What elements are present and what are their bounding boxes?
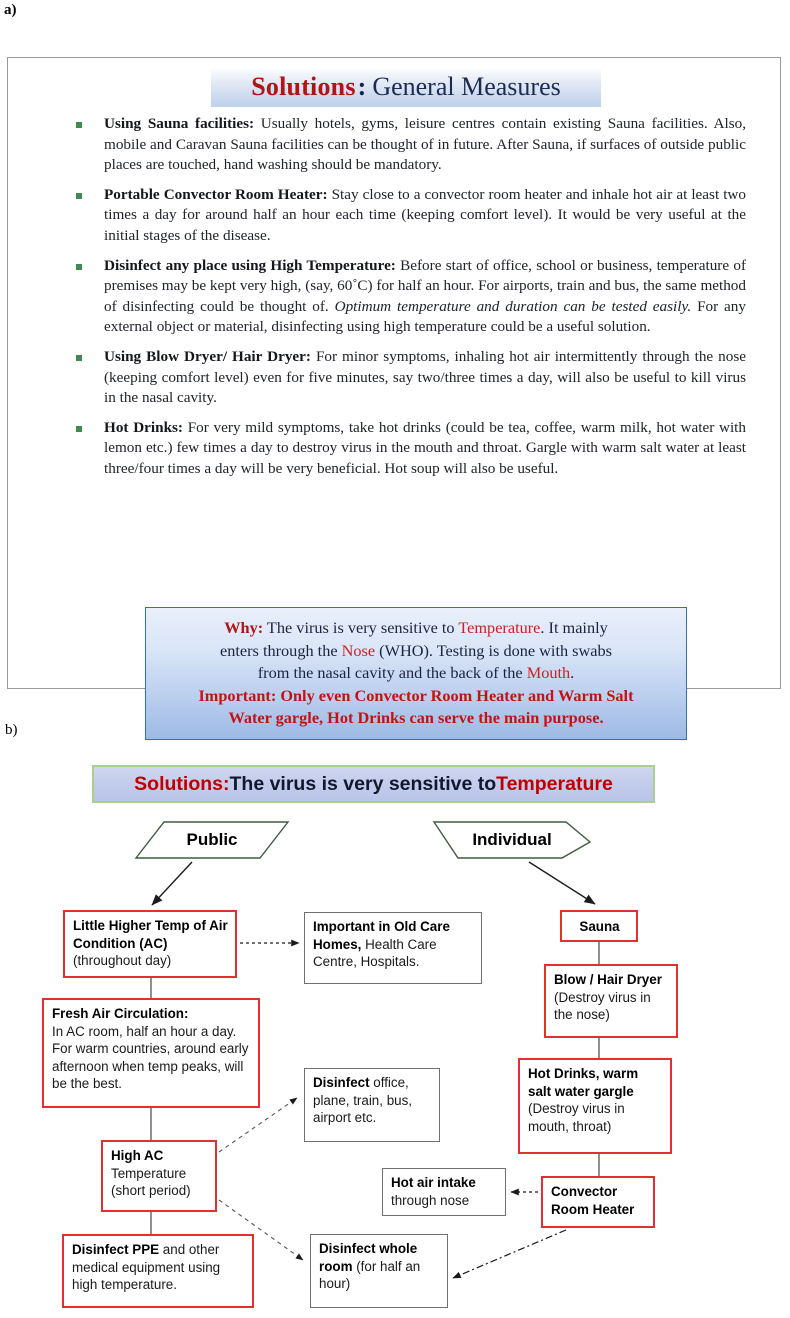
box-hot-air-body: through nose: [391, 1192, 470, 1208]
list-item-text: [104, 256, 746, 338]
banner-temperature-keyword: Temperature: [496, 772, 613, 795]
box-old-care-body: Health Care Centre, Hospitals.: [313, 936, 437, 970]
keyword-temperature: Temperature: [458, 618, 541, 638]
list-item-lead: Using Blow Dryer/ Hair Dryer:: [104, 347, 311, 365]
keyword-mouth: Mouth: [526, 663, 571, 683]
list-item-body: For very mild symptoms, take hot drinks (could be tea, coffee, warm milk, hot water with lemon etc.) few times a day to destroy virus in the mouth and throat. Gargle with warm salt water at least three/four times a day will be very beneficial. Hot soup will also be useful.: [104, 418, 746, 477]
important-line-1: Important: Only even Convector Room Heater and Warm Salt: [198, 685, 634, 705]
why-text-1b: . It mainly: [540, 618, 608, 638]
list-item-text: [104, 185, 746, 247]
bullet-square-icon: [76, 426, 82, 432]
list-item: [76, 185, 746, 247]
list-item-lead: Portable Convector Room Heater:: [104, 185, 328, 203]
list-item-lead: Hot Drinks:: [104, 418, 183, 436]
panel-b-label: b): [5, 722, 18, 738]
flow-shape-public[interactable]: [134, 820, 290, 860]
box-disinfect-office-body: office, plane, train, bus, airport etc.: [313, 1075, 413, 1126]
why-label: Why:: [224, 618, 264, 638]
box-hot-drinks-gargle[interactable]: [518, 1058, 672, 1154]
box-disinfect-whole-room[interactable]: [310, 1234, 448, 1308]
panel-b-diagram: [0, 700, 790, 1318]
box-disinfect-ppe[interactable]: [62, 1234, 254, 1308]
box-sauna-title: Sauna: [579, 918, 620, 934]
panel-a-frame: [7, 57, 781, 728]
box-disinfect-ppe-body: and other medical equipment using high temperature.: [72, 1242, 221, 1293]
box-sauna[interactable]: [560, 910, 638, 942]
list-item-body-2: For any external object or material, disinfecting using high temperature could be a useful solution.: [104, 297, 746, 336]
box-fresh-air-body: In AC room, half an hour a day. For warm countries, around early afternoon when temp peaks, will be the best.: [52, 1023, 249, 1092]
box-old-care-title: Important in Old Care Homes,: [313, 919, 450, 952]
why-text-1: The virus is very sensitive to: [263, 618, 459, 638]
list-item-text: [104, 114, 746, 176]
list-item-lead: Disinfect any place using High Temperature:: [104, 256, 396, 274]
list-item: [76, 418, 746, 480]
general-measures-list: [76, 114, 746, 489]
banner-middle-text: The virus is very sensitive to: [229, 772, 497, 795]
box-convector-room-heater[interactable]: [541, 1176, 655, 1228]
box-air-condition-note: (throughout day): [73, 953, 172, 969]
flow-shape-public-label: Public: [186, 830, 238, 849]
box-disinfect-office-title: Disinfect: [313, 1075, 370, 1090]
why-text-2b: (WHO). Testing is done with swabs: [375, 640, 612, 660]
why-text-3: from the nasal cavity and the back of the: [257, 663, 527, 683]
box-disinfect-room-body: (for half an hour): [319, 1258, 421, 1292]
list-item-body: Stay close to a convector room heater and inhale hot air at least two times a day for around half an hour each time (keeping comfort level). It would be very useful at the initial stages of the disease.: [104, 185, 746, 244]
why-text-3b: .: [570, 663, 575, 683]
box-high-ac-temperature[interactable]: [101, 1140, 217, 1212]
box-disinfect-ppe-title: Disinfect PPE: [72, 1242, 160, 1257]
box-hot-drinks-title: Hot Drinks, warm salt water gargle: [528, 1066, 639, 1099]
box-blow-hair-dryer[interactable]: [544, 964, 678, 1038]
title-main: Solutions: [251, 72, 356, 101]
list-item-emphasis: Optimum temperature and duration can be tested easily.: [334, 297, 692, 315]
box-convector-title: Convector Room Heater: [551, 1184, 635, 1217]
list-item-body: Before start of office, school or business, temperature of premises may be kept very high, (say, 60˚C) for half an hour. For airports, train and bus, the same method of disinfecting could be thought of.: [104, 256, 747, 315]
list-item: [76, 256, 746, 338]
title-subtitle: General Measures: [372, 72, 561, 101]
box-hot-air-title: Hot air intake: [391, 1175, 476, 1190]
box-hot-air-intake[interactable]: [382, 1168, 506, 1216]
flow-shape-individual[interactable]: [432, 820, 592, 860]
list-item-lead: Using Sauna facilities:: [104, 115, 255, 132]
keyword-nose: Nose: [341, 640, 376, 660]
why-text-2: enters through the: [220, 640, 342, 660]
why-line-1: [224, 617, 608, 640]
box-old-care-homes[interactable]: [304, 912, 482, 984]
why-line-2: [220, 640, 612, 663]
flow-shape-individual-label: Individual: [472, 830, 552, 849]
list-item-text: [104, 418, 746, 480]
panel-a-title-banner: [211, 67, 601, 107]
bullet-square-icon: [76, 122, 82, 128]
panel-a-label: a): [4, 2, 17, 18]
bullet-square-icon: [76, 193, 82, 199]
bullet-square-icon: [76, 355, 82, 361]
box-hot-drinks-body: (Destroy virus in mouth, throat): [528, 1101, 625, 1134]
box-high-ac-body: Temperature (short period): [111, 1165, 191, 1199]
box-high-ac-title: High AC: [111, 1148, 164, 1163]
box-disinfect-room-title: Disinfect whole room: [319, 1241, 418, 1274]
list-item-body: Usually hotels, gyms, leisure centres contain existing Sauna facilities. Also, mobile and Caravan Sauna facilities can be thought of in future. After Sauna, if surfaces of outside public places are touched, hand washing should be mandatory.: [104, 115, 746, 174]
why-line-3: [258, 662, 575, 685]
important-line-2: Water gargle, Hot Drinks can serve the main purpose.: [228, 708, 604, 728]
list-item: [76, 347, 746, 409]
box-blow-dryer-body: (Destroy virus in the nose): [554, 989, 651, 1023]
list-item-text: [104, 347, 746, 409]
title-colon: :: [357, 72, 367, 101]
box-air-condition[interactable]: [63, 910, 237, 978]
list-item: [76, 114, 746, 176]
box-air-condition-title: Little Higher Temp of Air Condition (AC): [73, 918, 228, 951]
banner-solutions-label: Solutions:: [134, 772, 230, 795]
box-fresh-air-title: Fresh Air Circulation:: [52, 1006, 189, 1021]
box-fresh-air-circulation[interactable]: [42, 998, 260, 1108]
box-disinfect-office[interactable]: [304, 1068, 440, 1142]
box-blow-dryer-title: Blow / Hair Dryer: [554, 972, 662, 987]
list-item-body: For minor symptoms, inhaling hot air intermittently through the nose (keeping comfort level) even for five minutes, say two/three times a day, will also be useful to kill virus in the nasal cavity.: [104, 347, 746, 407]
bullet-square-icon: [76, 264, 82, 270]
